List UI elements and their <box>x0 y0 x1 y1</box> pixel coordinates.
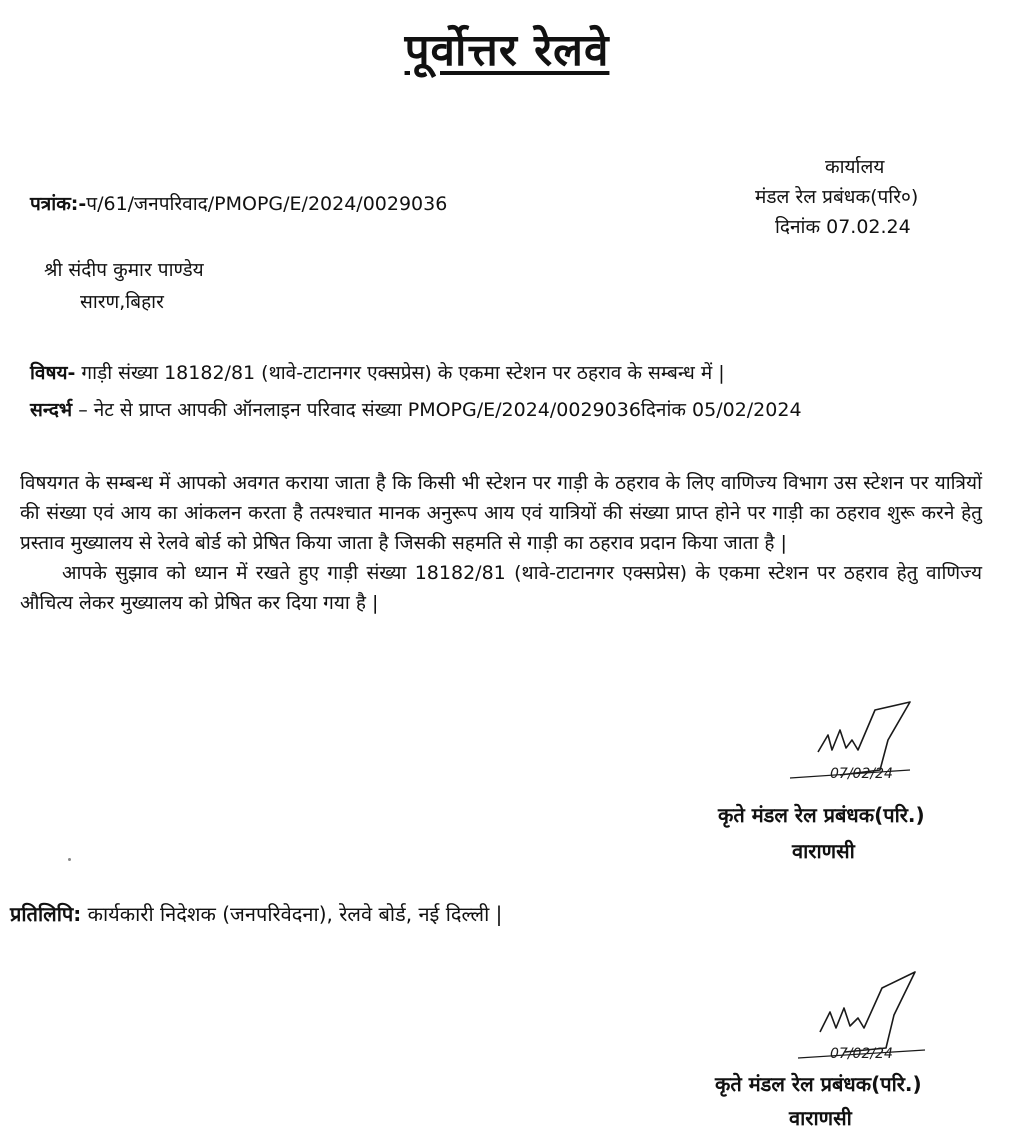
signature-1-designation: कृते मंडल रेल प्रबंधक(परि.) <box>718 803 925 827</box>
handwritten-signature-1 <box>780 700 920 785</box>
body-paragraph-2: आपके सुझाव को ध्यान में रखते हुए गाड़ी संख्या 18182/81 (थावे-टाटानगर एक्सप्रेस) के एकमा स्टेशन पर ठहराव हेतु वाणिज्य औचित्य लेकर मुख्यालय को प्रेषित कर दिया गया है | <box>20 562 982 614</box>
reference-number <box>30 190 447 216</box>
reference-line-label: सन्दर्भ <box>30 399 73 421</box>
page-title: पूर्वोत्तर रेलवे <box>404 25 610 76</box>
recipient-address: सारण,बिहार <box>80 291 164 313</box>
signature-2-date: 07/02/24 <box>830 1046 893 1062</box>
office-line-1: कार्यालय <box>825 156 885 178</box>
stray-mark <box>68 858 71 861</box>
body-paragraph-1: विषयगत के सम्बन्ध में आपको अवगत कराया जाता है कि किसी भी स्टेशन पर गाड़ी के ठहराव के लिए वाणिज्य विभाग उस स्टेशन पर यात्रियों की संख्या एवं आय का आंकलन करता है तत्पश्चात मानक अनुरूप आय एवं यात्रियों की संख्या प्राप्त होने पर गाड़ी का ठहराव शुरू करने हेतु प्रस्ताव मुख्यालय से रेलवे बोर्ड को प्रेषित किया जाता है जिसकी सहमति से गाड़ी का ठहराव प्रदान किया जाता है | <box>20 472 982 554</box>
reference-value: प/61/जनपरिवाद/PMOPG/E/2024/0029036 <box>86 193 448 215</box>
reference-line-text: – नेट से प्राप्त आपकी ऑनलाइन परिवाद संख्या PMOPG/E/2024/0029036दिनांक 05/02/2024 <box>72 399 802 421</box>
reference-line <box>30 396 802 422</box>
signature-block-1 <box>718 797 925 869</box>
signature-1-date: 07/02/24 <box>830 766 893 782</box>
copy-to-label: प्रतिलिपि: <box>10 902 82 926</box>
office-line-2: मंडल रेल प्रबंधक(परि०) <box>755 186 919 208</box>
letter-date: दिनांक 07.02.24 <box>775 216 911 238</box>
office-block <box>755 152 985 242</box>
subject-text: गाड़ी संख्या 18182/81 (थावे-टाटानगर एक्सप्रेस) के एकमा स्टेशन पर ठहराव के सम्बन्ध में | <box>75 362 725 384</box>
letter-body <box>20 468 982 618</box>
reference-label: पत्रांक:- <box>30 193 87 215</box>
subject-label: विषय- <box>30 362 76 384</box>
handwritten-signature-2 <box>790 970 930 1065</box>
signature-1-city: वाराणसी <box>792 839 855 863</box>
recipient-block <box>44 254 204 318</box>
recipient-name: श्री संदीप कुमार पाण्डेय <box>44 259 204 281</box>
copy-to-text: कार्यकारी निदेशक (जनपरिवेदना), रेलवे बोर्ड, नई दिल्ली | <box>81 902 503 926</box>
subject-line <box>30 359 725 385</box>
signature-2-city: वाराणसी <box>789 1106 852 1130</box>
signature-block-2 <box>715 1067 922 1135</box>
signature-2-designation: कृते मंडल रेल प्रबंधक(परि.) <box>715 1072 922 1096</box>
copy-to-line <box>10 900 502 927</box>
